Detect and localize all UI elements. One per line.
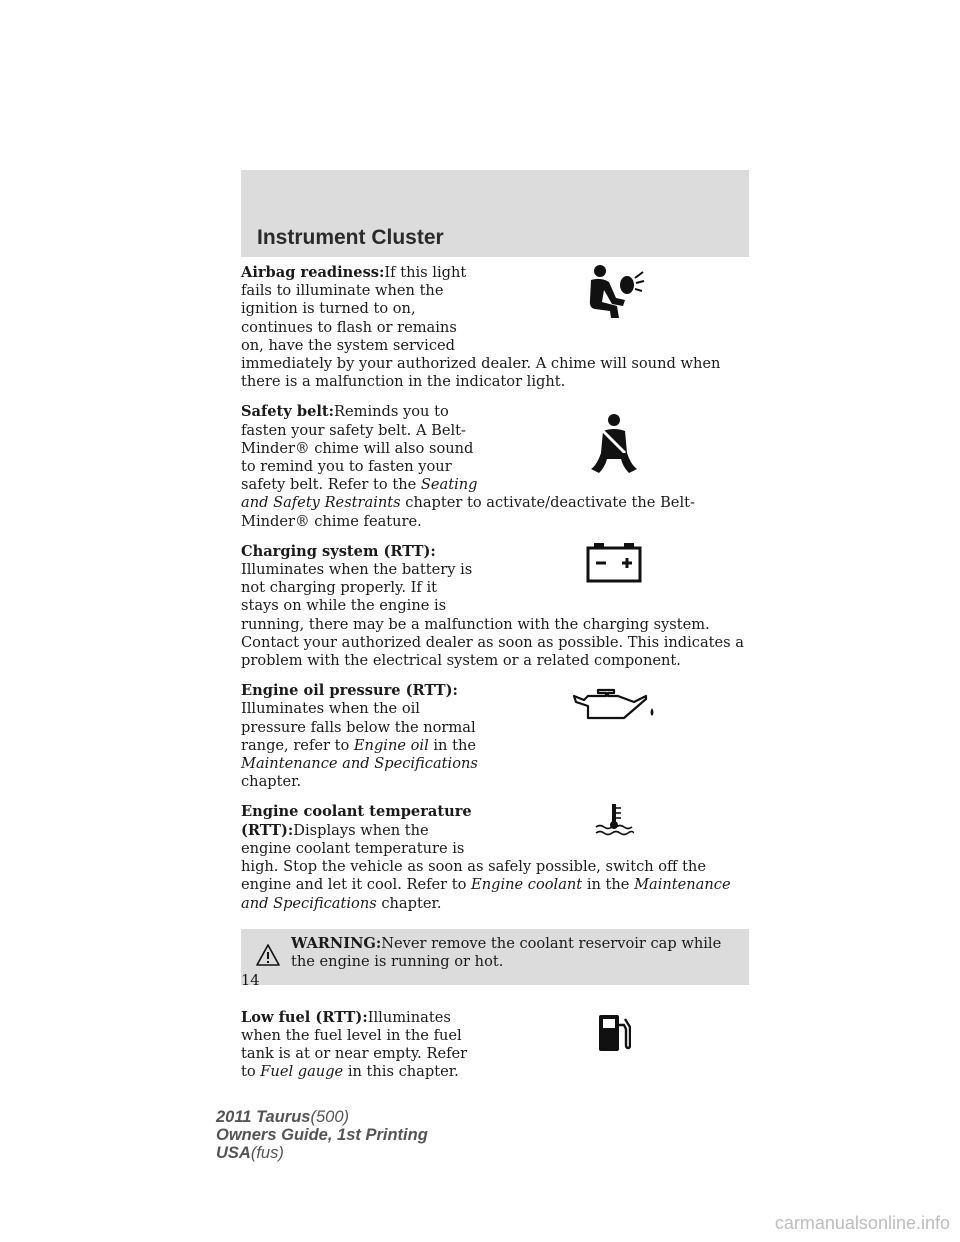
footer-model: 2011 Taurus xyxy=(216,1108,311,1126)
airbag-icon xyxy=(583,264,645,320)
chapter-reference: Maintenance and Specifications xyxy=(241,755,478,773)
watermark: carmanualsonline.info xyxy=(774,1213,950,1233)
chapter-reference: Engine oil xyxy=(353,736,429,754)
chapter-reference: Fuel gauge xyxy=(260,1063,344,1081)
page-number: 14 xyxy=(241,972,260,989)
entry-text: in this chapter. xyxy=(347,1063,459,1081)
footer-model-code: (500) xyxy=(310,1108,349,1126)
chapter-reference: Seating and Safety Restraints xyxy=(241,476,478,512)
entry-safety-belt xyxy=(241,403,749,530)
oil-can-icon xyxy=(572,688,656,724)
battery-icon xyxy=(586,543,642,583)
entry-text: Illuminates when the fuel level in the fuel tank is at or near empty. Refer to xyxy=(241,1008,468,1081)
entry-title: Charging system (RTT): xyxy=(241,542,436,560)
entry-title: Engine oil pressure (RTT): xyxy=(241,682,458,700)
entry-title: Airbag readiness: xyxy=(241,264,385,281)
entry-text: Illuminates when the oil pressure falls below the normal range, refer to xyxy=(241,700,476,754)
footer-region: USA xyxy=(216,1144,251,1162)
entry-text: If this light fails to illuminate when the ignition is turned to on, continues to flash or remains on, have the system serviced immediately by your authorized dealer. A chime will sound when there is a malfunction in the indicator light. xyxy=(241,264,721,391)
entry-text: Illuminates when the battery is not charging properly. If it stays on while the engine is running, there may be a malfunction with the charging system. Contact your authorized dealer as soon as possible. This indicates a problem with the electrical system or a related component. xyxy=(241,561,744,670)
warning-text-block xyxy=(291,935,731,971)
warning-text: Never remove the coolant reservoir cap while the engine is running or hot. xyxy=(291,934,722,970)
fuel-pump-icon xyxy=(597,1013,631,1053)
entry-title: Low fuel (RTT): xyxy=(241,1008,368,1026)
entry-text: in the xyxy=(433,736,476,754)
page-content xyxy=(241,264,749,1094)
entry-charging-system xyxy=(241,543,749,670)
footer-region-code: (fus) xyxy=(250,1144,284,1162)
entry-text: chapter to activate/deactivate the Belt-Minder® chime feature. xyxy=(241,494,695,530)
entry-low-fuel xyxy=(241,1009,749,1082)
entry-text: chapter. xyxy=(381,894,442,912)
entry-airbag xyxy=(241,264,749,391)
entry-title: Engine coolant temperature (RTT): xyxy=(241,803,472,839)
coolant-temp-icon xyxy=(594,803,634,837)
chapter-reference: Maintenance and Specifications xyxy=(241,876,731,912)
footer-imprint xyxy=(216,1108,428,1162)
entry-engine-oil-pressure xyxy=(241,682,749,791)
entry-title: Safety belt: xyxy=(241,403,335,421)
seatbelt-icon xyxy=(589,413,639,475)
entry-text: chapter. xyxy=(241,773,302,791)
section-title: Instrument Cluster xyxy=(257,226,444,249)
entry-text: Displays when the engine coolant temperature is high. Stop the vehicle as soon as safely possible, switch off the engine and let it cool. Refer to xyxy=(241,821,706,894)
entry-engine-coolant-temperature xyxy=(241,803,749,912)
entry-text: in the xyxy=(586,876,630,894)
warning-triangle-icon xyxy=(255,943,281,967)
warning-label: WARNING: xyxy=(291,934,382,952)
entry-text: Reminds you to fasten your safety belt. A Belt-Minder® chime will also sound to remind you to fasten your safety belt. Refer to the xyxy=(241,403,474,494)
warning-box xyxy=(241,929,749,985)
footer-guide: Owners Guide, 1st Printing xyxy=(216,1126,428,1144)
chapter-reference: Engine coolant xyxy=(471,876,583,894)
